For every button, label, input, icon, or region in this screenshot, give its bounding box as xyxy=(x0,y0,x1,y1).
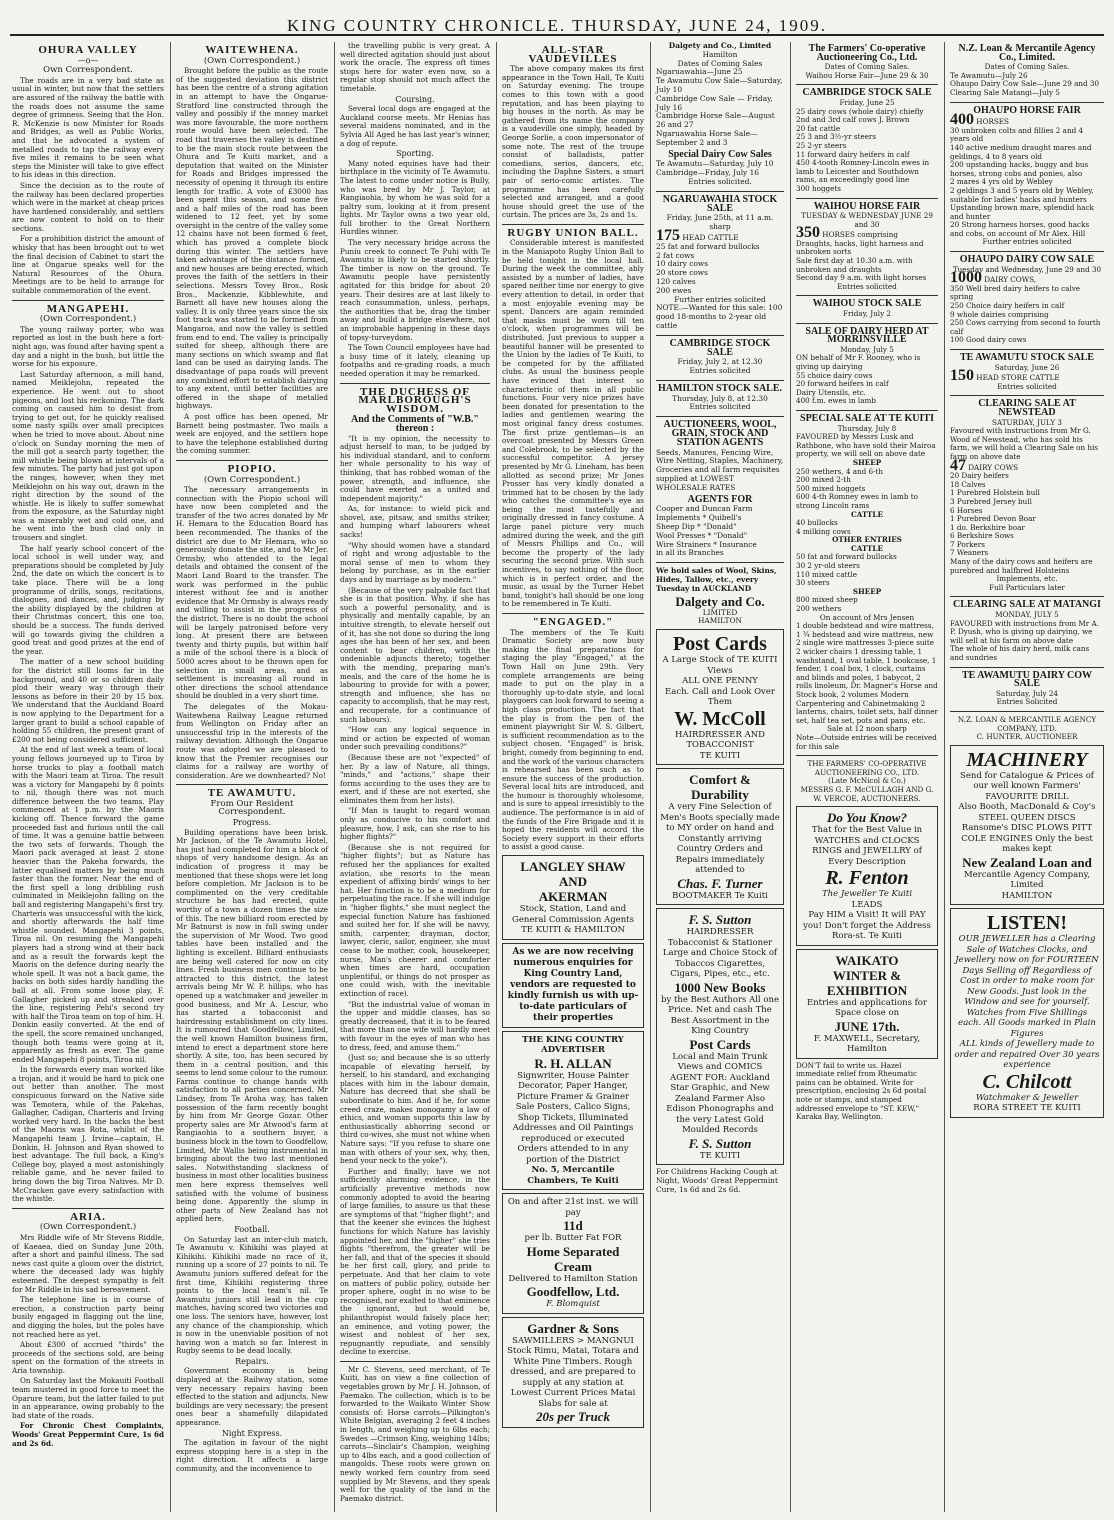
paragraph: For Chronic Chest Complaints, Woods' Great Peppermint Cure, 1s 6d and 2s 6d. xyxy=(12,1421,164,1448)
paragraph: The young railway porter, who was reported as lost in the bush here a fort-night ago, was found after having spent a day and a night in the bush, but little the worse for his exposure. xyxy=(12,324,164,369)
sale-dates-list: Ngaruawahia—June 25 Te Awamutu Cow Sale—Saturday, July 10 Cambridge Cow Sale — Friday, July 16 Cambridge Horse Sale—August 26 and 27 Ngaruawahia Horse Sale—September 2 and 3 xyxy=(656,67,783,147)
byline: Own Correspondent. xyxy=(43,65,133,76)
article-title: MANGAPEHI. xyxy=(46,302,130,315)
paragraph: In the forwards every man worked like a trojan, and it would be hard to pick one out better than another. The most conspicuous forward on the Native side was Temotera, while of the Pakehas, Gallagher, Cadigan, Charteris and Irving worked very hard. In the backs the best of the Maoris was Rota, whilst of the Mangapehi team J. Irvine—captain, H. Donkin, H. Johnson and Ryan showed to best advantage. The full back, a King's College boy, played a most astonishingly reliable game, and he never failed to bring down the big Tiroa Natives. Mr D. McCracken gave every satisfaction with the whistle. xyxy=(12,1065,164,1204)
paragraph: At the end of last week a team of local young fellows journeyed up to Tiroa by horse trucks to play a football match with the Maori team at Tiroa. The result was a victory for Mangapehi by 8 points to nil, though there was not much difference between the two teams. Play commenced at 1 p.m. by the Maoris kicking off. Thence forward the game proceeded fast and furious until the call of time. It was a genuine battle between the two sets of forwards. Though the Maori pack averaged at least 2 stone heavier than the Pakeha forwards, the latter equalised matters by being much faster than the former. Near the end of the first spell a long dribbling rush culminated in Meiklejohn falling on the ball and registering Mangapehi's first try. Charteris was unsuccessful with the kick, and shortly afterwards the half time whistle sounded. Mangapehi 3 points, Tiroa nil. On resuming the Mangapehi players had a strong wind at their back and as a result the forwards kept the Maoris on the defence during nearly the whole spell. It was not a back game, the backs on both sides hardly handling the ball at all. From some loose play, F. Gallagher picked up and streaked over the line, registering Pehi's second try with half the Tiroa team on top of him. H. Donkin easily converted. At the end of the spell, the score remained unchanged, though both teams were going at it, apparently as fresh as ever. The game ended Mangapehi 8 points, Tiroa nil. xyxy=(12,745,164,1064)
paragraph: The roads are in a very bad state as usual in winter, but now that the settlers are assured of the railway the battle with the roads does not assume the same degree of grimness. Seeing that the Hon. R. McKenzie is now Minister for Roads and Bridges, as well as Public Works, and that he advocated a system of metalled roads to tap the railway every five miles it remains to be seen what steps the Minister will take to give effect to his ideas in this direction. xyxy=(12,75,164,180)
section-subhead: Progress. xyxy=(232,818,272,828)
advert-fenton: Do You Know? That for the Best Value in WATCHES and CLOCKS RINGS and JEWELLRY of Every Description R. Fenton The Jeweller Te Kuiti LEADS Pay HIM a Visit! It will PAY you! Don't forget the Address Rora-st. Te Kuiti xyxy=(796,806,938,946)
column-7: N.Z. Loan & Mercantile Agency Co., Limited. Dates of Coming Sales. Te Awamutu—July 26 Ohaupo Dairy Cow Sale—June 29 and 30 Clearing Sale Matangi—July 5 OHAUPO HORSE FAIR 400 HORSES 30 unbroken colts and fillies 2 and 4 years old 140 active medium draught mares and geldings, 4 to 8 years old 200 upstanding hacks, buggy and bus horses, strong cobs and ponies, also 2 mares 4 yrs old by Webley 2 geldings 3 and 5 years old by Webley, suitable for ladies' hacks and hunters Upstanding brown mare, splendid hack and hunter 20 Strong harness horses, good hacks and cobs, on account of Mr Alex. Hill Further entries solicited OHAUPO DAIRY COW SALE Tuesday and Wednesday, June 29 and 30 1000 DAIRY COWS, 350 Well bred dairy heifers to calve spring 250 Choice dairy heifers in calf 9 whole dairies comprising 250 Cows carrying from second to fourth calf 100 Good dairy cows TE AWAMUTU STOCK SALE Saturday, June 26 150 HEAD STORE CATTLE Entries solicited CLEARING SALE AT NEWSTEAD SATURDAY, JULY 3 Favoured with instructions from Mr G. Wood of Newstead, who has sold his farm, we will hold a Clearing Sale on his farm on above date 47 DAIRY COWS 20 Dairy heifers 18 Calves 1 Purebred Holstein bull 3 Purebred Jersey bull 6 Horses 1 Purebred Devon Boar 1 do. Berkshire boar 6 Berkshire Sows 7 Porkers 7 Weaners Many of the dairy cows and heifers are purebred and halfbred Holsteins Implements, etc. Full Particulars later CLEARING SALE AT MATANGI MONDAY, JULY 5 FAVOURED with instructions from Mr A. P. Dyush, who is giving up dairying, we will sell at his farm on above date The whole of his dairy herd, milk cans and sundries TE AWAMUTU DAIRY COW SALE Saturday, July 24 Entries Solicited N.Z. LOAN & MERCANTILE AGENCY COMPANY, LTD. C. HUNTER, AUCTIONEER MACHINERY Send for Catalogue & Prices of our well known Farmers' FAVOURITE DRILL Also Booth, MacDonald & Coy's STEEL QUEEN DISCS Ransome's DISC PLOWS PITT COLE ENGINES Only the best makes kept New Zealand Loan and Mercantile Agency Company, Limited HAMILTON LISTEN! OUR JEWELLER has a Clearing Sale of Watches Clocks, and Jewellery now on for FOURTEEN Days Selling off Regardless of Cost in order to make room for New Goods. Just look in the Window and see for yourself. Watches from Five Shillings each. All Goods marked in Plain Figures ALL kinds of Jewellery made to order and repaired Over 30 years experience C. Chilcott Watchmaker & Jeweller RORA STREET TE KUITI xyxy=(946,42,1108,1514)
paragraph: (Because these are not "expected" of her. By a law of Nature, all things, "minds," and "actions," shape their forms according to the uses they are to exert, and if these are not exerted, she eliminates them from her lists). xyxy=(340,752,490,805)
column-2 xyxy=(172,42,332,1514)
article-title: OHURA VALLEY xyxy=(38,44,138,56)
paragraph: The half yearly school concert of the local school is well under way, and preparations should be completed by July 2nd, the date on which the concert is to take place. There will be a long programme of drills, songs, recitations, dialogues, and dances, and, judging by the ability displayed by the children at their Christmas concert, this one too, should be a success. The funds derived will go towards giving the children a good treat and good prizes at the end of the year. xyxy=(12,543,164,656)
column-6: The Farmers' Co-operative Auctioneering Co., Ltd. Dates of Coming Sales. Waihou Horse Fair—June 29 & 30 CAMBRIDGE STOCK SALE Friday, June 25 25 dairy cows (whole dairy) chiefly 2nd and 3rd calf cows J. Brown 20 fat cattle 25 3 and 3½-yr steers 25 2-yr steers 11 forward dairy heifers in calf 450 4-tooth Romney-Lincoln ewes in lamb to Leicester and Southdown rams, an exceedingly good line 300 hoggets WAIHOU HORSE FAIR TUESDAY & WEDNESDAY JUNE 29 and 30 350 HORSES comprising Draughts, hacks, light harness and unbroken sorts Sale first day at 10.30 a.m. with unbroken and draughts Second day 9 a.m. with light horses Entries solicited WAIHOU STOCK SALE Friday, July 2 SALE OF DAIRY HERD AT MORRINSVILLE Monday, July 5 ON behalf of Mr F. Rooney, who is giving up dairying 55 choice dairy cows 20 forward heifers in calf Dairy Utensils, etc. 400 f.m. ewes in lamb SPECIAL SALE AT TE KUITI Thursday, July 8 FAVOURED by Messrs Lusk and Rathbone, who have sold their Mairoa property, we will sell on above date SHEEP 250 wethers, 4 and 6-th 200 mixed 2-th 500 mixed hoggets 600 4-th Romney ewes in lamb to strong Lincoln rams CATTLE 40 bullocks 4 milking cows OTHER ENTRIES CATTLE 50 fat and forward bullocks 30 2 yr-old steers 110 mixed cattle 30 steers SHEEP 800 mixed sheep 200 wethers On account of Mrs Jensen 1 double bedstead and wire mattress, 1 ¾ bedstead and wire mattress, new 2 single wire mattresses 3-piece suite 2 wicker chairs 1 dressing table, 1 washstand, 1 oval table, 1 bookcase, 1 fender, 1 coal box, 1 clock, curtains and blinds and poles, 1 babycot, 2 rolls linoleum, Dr. Magner's Horse and Stock book, 2 volumes Modern Carpentering and Cabinetmaking 2 lanterns, chairs, toilet sets, half dinner set, half tea set, pots and pans, etc. Sale at 12 noon sharp Note—Outside entries will be received for this sale THE FARMERS' CO-OPERATIVE AUCTIONEERING CO., LTD. (Late McNicol & Co.) MESSRS G. F. McCULLAGH AND G. W. VERCOE, AUCTIONEERS. Do You Know? That for the Best Value in WATCHES and CLOCKS RINGS and JEWELLRY of Every Description R. Fenton The Jeweller Te Kuiti LEADS Pay HIM a Visit! It will PAY you! Don't forget the Address Rora-st. Te Kuiti WAIKATO WINTER & EXHIBITION Entries and applications for Space close on JUNE 17th. F. MAXWELL, Secretary, Hamilton DON'T fail to write us. Hazel immediate relief from Rheumatic pains can be obtained. Write for prescription, enclosing 2s 6d postal note or stamps, and stamped addressed envelope to "ST. KEW," Karaka Bay, Wellington. xyxy=(796,43,938,1122)
paragraph: "Why should women have a standard of right and wrong adjustable to the moral sense of men to whom they belong by purchase, as in the earlier days and by marriage as by modern." xyxy=(340,540,490,585)
advert-langley: LANGLEY SHAW AND AKERMAN Stock, Station, Land and General Commission Agents TE KUITI & HAMILTON xyxy=(502,855,644,940)
paragraph: The agitation in favour of the night express stopping here is a step in the right direction. It affects a large community, and the inconvenience to xyxy=(176,1438,328,1473)
paragraph: As, for instance: to wield pick and shovel, axe, pitsaw, and smiths striker, and humping wharf labourers wheat sacks! xyxy=(340,504,490,540)
column-3 xyxy=(336,42,494,1514)
advert-gardner: Gardner & Sons SAWMILLERS > MANGNUI Stock Rimu, Matai, Totara and White Pine Timbers. Rough dressed, and are prepared to supply at any station at Lowest Current Prices Matai Slabs for sale at 20s per Truck xyxy=(502,1317,644,1429)
section-subhead: Coursing. xyxy=(395,94,435,104)
paragraph: The above company makes its first appearance in the Town Hall, Te Kuiti on Saturday evening. The troupe comes to this town with a good reputation, and has been playing to big houses in the north. As may be gathered from its name the company is a vaudeville one simply, headed by George Sorlie, a coon impersonator of some note. The rest of the troupe consist of balladists, patter comedians, serios, dancers, etc, including the Daphne Sisters, a smart pair of serio-comic artistes. The programme has been carefully selected and arranged, and a good house should greet the use of the curtain. The prices are 3s, 2s and 1s. xyxy=(502,64,644,220)
paragraph: the travelling public is very great. A well directed agitation should just about work the oracle. The express oft times stops here for water even now, so a regular stop should not much affect the timetable. xyxy=(340,42,490,93)
paragraph: "How can any logical sequence in mind or action be expected of woman under such prevailing conditions?" xyxy=(340,725,490,752)
paragraph: Further and finally; have we not sufficiently alarming evidence, in the artificially preventive methods now commonly adopted to avoid the bearing of large families, to assure us that these are symptoms of that "higher flight"; and that the keener she evinces the highest functions for which Nature has lavishly appointed her, and the "higher" she tries flights "therefrom, the greater will be her fall, and that of the species it should be her first call, glory, and pride to perpetuate. And that her claim to vote on matters of public policy, outside her proper sphere, ought in no wise to be recognised, nor exalted to that eminence the ignorant, but would be, philanthropist would falsely place her; an eminence, and voting power, the wisest and noblest of her sex, repugnantly repudiate, and sensibly decline to exercise. xyxy=(340,1166,490,1357)
paragraph: For a prohibition district the amount of whisky that has been brought out to wet the final decision of Cabinet to start the line at Ongarue speaks well for the Natural Resources of the Ohura. Meetings are to be held to arrange for suitable commemoration of the event. xyxy=(12,234,164,296)
section-subhead: Repairs. xyxy=(235,1356,269,1366)
article-title: ALL-STAR VAUDEVILLES xyxy=(528,44,618,65)
byline: From Our Resident Correspondent. xyxy=(210,798,294,818)
paragraph: The members of the Te Kuiti Dramatic Society are now busy making the final preparations for staging the play "Engaged," at the Town Hall on June 29th. Very complete arrangements are being made to put on the play in a thoroughly up-to-date style, and local playgoers can look forward to seeing a high class production. The fact that the play is from the pen of the eminent playwright Sir W. S. Gilbert, is sufficient recommendation as to the subject chosen. "Engaged" is brisk, bright, comedy from beginning to end, and the work of the various characters is rehearsed has been such as to ensure the success of the production. Several local hits are introduced, and the humour is thoroughly wholesome, and is sure to appeal irresistibly to the audience. The performance is in aid of the funds of the Fire Brigade and it is hoped the residents will accord the Society every support in their efforts to assist a good cause. xyxy=(502,627,644,852)
article-title: "ENGAGED." xyxy=(532,616,614,628)
paragraph: Government economy is being displayed at the Railway station, some very necessary repairs having been effected to the station and adjuncts. New buildings are very necessary; the present ones bear a shamefully dilapidated appearance. xyxy=(176,1366,328,1428)
paragraph: Last Saturday afternoon, a mill hand, named Meiklejohn, repeated the experience. He went out to shoot pigeons, and lost his reckoning. The dark coming on caused him to desist from trying to get out, for he quickly realised some nasty spills over small precipices when he tried to move about. About nine o'clock on Sunday morning the men of the mill got a search party together, the mill whistle being blown at intervals of a few minutes. The party had just got upon the ranges, however, when they met Meiklejohn on his way out, drawn in the right direction by the sound of the whistle. He is likely to suffer somewhat from the exposure, as the Saturday night was a miserably wet and cold one, and he went into the bush clad only in trousers and singlet. xyxy=(12,369,164,543)
advert-postcards: Post Cards A Large Stock of TE KUITI Views ALL ONE PENNY Each. Call and Look Over Them W. McColl HAIRDRESSER AND TOBACCONIST TE KUITI xyxy=(656,629,784,765)
advert-land-notice: As we are now receiving numerous enquiries for King Country Land, vendors are requested to kindly furnish us with up-to-date particulars of their properties xyxy=(502,943,644,1028)
advert-winter-show: WAIKATO WINTER & EXHIBITION Entries and applications for Space close on JUNE 17th. F. MAXWELL, Secretary, Hamilton xyxy=(796,949,938,1059)
advert-sutton: F. S. Sutton HAIRDRESSER Tobacconist & Stationer Large and Choice Stock of Tobaccos Cigarettes, Cigars, Pipes, etc., etc. 1000 New Books by the Best Authors All one Price. Net and cash The Best Assortment in the King Country Post Cards Local and Main Trunk Views and COMICS AGENT FOR: Auckland Star Graphic, and New Zealand Farmer Also Edison Phonographs and the very Latest Gold Moulded Records F. S. Sutton TE KUITI xyxy=(656,908,784,1165)
advert-machinery: MACHINERY Send for Catalogue & Prices of our well known Farmers' FAVOURITE DRILL Also Booth, MacDonald & Coy's STEEL QUEEN DISCS Ransome's DISC PLOWS PITT COLE ENGINES Only the best makes kept New Zealand Loan and Mercantile Agency Company, Limited HAMILTON xyxy=(950,745,1104,906)
column-4 xyxy=(498,42,648,1514)
article-title: PIOPIO. xyxy=(227,462,277,475)
byline: (Own Correspondent.) xyxy=(203,474,301,485)
paragraph: The delegates of the Mokau-Waitewhena Railway League returned from Wellington on Friday after an unsuccessful trip in the interests of the railway deviation. Although the Ongarue route was adopted we are pleased to know that the Premier recognises our claims for a railway are worthy of consideration. Are we downhearted? No! xyxy=(176,701,328,780)
paragraph: Building operations have been brisk. Mr Jackson, of the Te Awamutu Hotel, has just had completed for him a block of shops of very handsome design. As an indication of progress it may be mentioned that these shops were let long before completion. Mr Jackson is to be complimented on the very creditable structure he has had erected, quite worthy of a town a dozen times the size of this. The new billiard room erected by Mr Batnurst is now in full swing under the supervision of Mr Wood. Two good tables have been installed and the lighting is excellent. Billiard enthusiasts are being well catered for now on city lines. Fresh business men continue to be attracted to this district, the latest arrivals being Mr W. P. hillips, who has opened up a watchmaker and jeweller in good business, and Mr A. Lescur, who has started a tobacconist and hairdressing establishment on city lines. It is rumoured that Goodfellow, Limited, the well known Hamilton business firm, intend to erect a department store here shortly. A site, too, has been secured by them in a central position, and this seems to lend some colour to the rumour. Farms continue to change hands with satisfaction to all parties concerned. Mr Lindsey, from Te Aroha way, has taken possession of the farm recently bought by him from Mr George Gozar. Other property sales are Mr Atwood's farm at Rangiaohia to a southern buyer, a business block in the town to Goodfellow, Limited, Mr Wallis being instrumental in bringing about the two last mentioned sales. Notwithstanding slackness of business in most other localities business men here express themselves well satisfied with the volume of business being done. Apparently the slump in other parts of New Zealand has not applied here. xyxy=(176,827,328,1224)
paragraph: On Saturday last the Mokauiti Football team mustered in good force to meet the Oparure team, but the latter failed to put in an appearance, owing probably to the bad state of the roads. xyxy=(12,1376,164,1420)
paragraph: (Just so; and because she is so utterly incapable of elevating herself, by herself, to his standard, and exchanging places with him in the labour domain, Nature has decreed that she shall be subordinate to him. And if he, for some creed craze, makes monogamy a law of ethics, and woman supports this law by enthusiastically abhorring second or third co-wives, she must not whine when Nature says: "If you refuse to share one man with others of your sex, why, then, bend your neck to the yoke"). xyxy=(340,1053,490,1166)
article-title: TE AWAMUTU. xyxy=(207,787,297,800)
paragraph: The very necessary bridge across the Puniu creek to connect Te Puhi with Te Awamutu is likely to be started shortly. The timber is now on the ground. Te Awamutu people have persistently agitated for this bridge for about 20 years. Their desires are at last likely to reach consummation, unless, perhaps, the authorities that be, drag the timber away and build a bridge elsewhere, not an improbable happening in these days of topsy-turveydom. xyxy=(340,238,490,342)
paragraph: Several local dogs are engaged at the Auckland course meets. Mr Henias has several maidens nominated, and in the Sylvia All Aged he has last year's winner, a dog of repute. xyxy=(340,104,490,148)
paragraph: About £300 of accrued "thirds" the proceeds of the sections sold, are being spent on the formation of the streets in Aria township. xyxy=(12,1340,164,1375)
paragraph: (Because of the very palpable fact that she is in that position. Why, if she has such a powerful personality, and is physically and mentally capable, by an intuitive strength, to elevate herself out of it, has she not done so during the long ages she has been of her sex, and been content to bear children, with the undeniable adjuncts thereto; together with the mending, preparing man's meals, and the care of the home he is labouring to provide for with a power, strength and influence, she has no capacity to accomplish, that he may rest, and recuperate, for a continuance of such labours). xyxy=(340,585,490,724)
paragraph: Mrs Riddle wife of Mr Stevens Riddle, of Kaeaea, died on Sunday June 20th, after a short and painful illness. The sad news cast quite a gloom over the district, where the deceased lady was highly esteemed. The deepest sympathy is felt for Mr Riddle in his sad bereavement. xyxy=(12,1232,164,1294)
advert-turner: Comfort & Durability A very Fine Selection of Men's Boots specially made to MY order on hand and Constantly arriving Country Orders and Repairs immediately attended to Chas. F. Turner BOOTMAKER Te Kuiti xyxy=(656,768,784,905)
paragraph: A post office has been opened, Mr Barnett being postmaster. Two mails a week are enjoyed, and the settlers hope to have the telephone established during the coming summer. xyxy=(176,411,328,456)
paragraph: The matter of a new school building for the district still looms far in the background, and 40 or so children daily plod their weary way through their lessons as before in their 20 by 15 box. We understand that the Auckland Board is now applying to the Department for a larger grant to build a school capable of holding 55 children, the present grant of £200 not being considered sufficient. xyxy=(12,657,164,744)
paragraph: On Saturday last an inter-club match, Te Awamutu v. Kihikihi was played at Kihikihi. Kihikihi made no race of it, running up a score of 27 points to nil. Te Awamutu juniors suffered defeat for the first time, Kihikihi registering three points to the local team's nil. Te Awamutu juniors still lead in the cup matches, having scored two victories and one loss. The seniors have, however, lost any chance of the championship, which is now in the unenviable position of not having won a match so far. Interest in Rugby seems to be dead locally. xyxy=(176,1234,328,1356)
paragraph: Since the decision as to the route of the railway has been declared properties which were in the market at cheap prices have hardened considerably, and settlers are now content to hold on to their sections. xyxy=(12,180,164,233)
advert-butter: On and after 21st inst. we will pay 11d per lb. Butter Fat FOR Home Separated Cream Delivered to Hamilton Station Goodfellow, Ltd. F. Blomquist xyxy=(502,1193,644,1314)
byline: (Own Correspondent.) xyxy=(39,1222,137,1233)
article-title: ARIA. xyxy=(70,1210,106,1223)
advert-listen: LISTEN! OUR JEWELLER has a Clearing Sale of Watches Clocks, and Jewellery now on for FOURTEEN Days Selling off Regardless of Cost in order to make room for New Goods. Just look in the Window and see for yourself. Watches from Five Shillings each. All Goods marked in Plain Figures ALL kinds of Jewellery made to order and repaired Over 30 years experience C. Chilcott Watchmaker & Jeweller RORA STREET TE KUITI xyxy=(950,908,1104,1118)
paragraph: "But the industrial value of woman in the upper and middle classes, has so greatly decreased, that it is to be feared that more than one wife will hardly meet with favour in the eyes of man who has to dress, feed, and amuse them." xyxy=(340,999,490,1052)
article-title: WAITEWHENA. xyxy=(205,44,299,56)
paragraph: Brought before the public as the route of the suggested deviation this district has been the centre of a strong agitation in an attempt to have the Ongarue-Stratford line constructed through the valley and possibly if the money market was more favourable, the more northern route would have been selected. The road that traverses the valley is destined to be the main stock route between the Ohura and Te Kuiti market, and a deputation that waited on the Minister for Roads and Bridges impressed the necessity of opening it through its entire length for traffic. A vote of £3000 has been spent this season, and some five and a half miles of the road has been widened to 12 feet, yet by some oversight in the centre of the valley some 12 chains have not been formed 6 feet, which has proved a complete block during this winter. The settlers have taken advantage of the distance formed, and new houses are being erected, which proves the faith of the settlers in their selections. Messrs Tovey Bros., Rosk Bros., Mackenzie, Kibblewhite, and Barnett all have new houses along the valley. It is only three years since the six foot track was started to be formed from Mangaroa, and now the valley is settled from end to end. The valley is principally suited for sheep, although there are many sections on which swamp and flat land can be used as dairying lands. The disadvantage of papa roads will prevent any combined effort to establish dairying to any extent, until better facilities are offered in the shape of metalled highways. xyxy=(176,66,328,411)
paragraph: The necessary arrangements in connection with the Piopio school will have now been completed and the transfer of the two acres donated by Mr H. Hemara to the Education Board has been recommended. The thanks of the district are due to Mr Hemara, who so generously donate the site, and to Mr Jer. Ormsby, who attended to the legal details and obtained the consent of the Maori Land Board to the transfer. The work was performed in the public interest without fee and is another evidence that Mr Ormsby is always ready and willing to assist in the progress of the district. There is no doubt the school will be largely patronised before very long. At present there are between twenty and thirty pupils, but within half a mile of the school there is a block of 5000 acres about to be thrown open for selection in small areas, and as settlement is increasing all round in other directions the school attendance should be doubled in a very short time. xyxy=(176,485,328,701)
dalgety-header: Dalgety and Co., Limited Hamilton Dates of Coming Sales xyxy=(668,42,772,68)
paragraph: The telephone line is in course of erection, a construction party being busily engaged in flagging out the line, and digging the holes, but the poles have not reached here as yet. xyxy=(12,1295,164,1339)
column-5: Dalgety and Co., Limited Hamilton Dates of Coming Sales Ngaruawahia—June 25 Te Awamutu Cow Sale—Saturday, July 10 Cambridge Cow Sale — Friday, July 16 Cambridge Horse Sale—August 26 and 27 Ngaruawahia Horse Sale—September 2 and 3 Special Dairy Cow Sales Te Awamutu—Saturday, July 10 Cambridge—Friday, July 16 Entries solicited. NGARUAWAHIA STOCK SALE Friday, June 25th, at 11 a.m. sharp 175 HEAD CATTLE 25 fat and forward bullocks 2 fat cows 10 dairy cows 20 store cows 120 calves 200 ewes Further entries solicited NOTE.—Wanted for this sale: 100 good 18-months to 2-year old cattle CAMBRIDGE STOCK SALE Friday, July 2, at 12.30 Entries solicited HAMILTON STOCK SALE. Thursday, July 8, at 12.30 Entries solicited AUCTIONEERS, WOOL, GRAIN, STOCK AND STATION AGENTS Seeds, Manures, Fencing Wire, Wire Netting, Staples, Machinery, Groceries and all farm requisites supplied at LOWEST WHOLESALE RATES AGENTS FOR Cooper and Duncan Farm Implements * Quibell's Sheep Dip * "Donald" Wool Presses * "Donald" Wire Strainers * Insurance in all its Branches We hold sales of Wool, Skins, Hides, Tallow, etc., every Tuesday in AUCKLAND Dalgety and Co. LIMITED HAMILTON Post Cards A Large Stock of TE KUITI Views ALL ONE PENNY Each. Call and Look Over Them W. McColl HAIRDRESSER AND TOBACCONIST TE KUITI Comfort & Durability A very Fine Selection of Men's Boots specially made to MY order on hand and Constantly arriving Country Orders and Repairs immediately attended to Chas. F. Turner BOOTMAKER Te Kuiti F. S. Sutton HAIRDRESSER Tobacconist & Stationer Large and Choice Stock of Tobaccos Cigarettes, Cigars, Pipes, etc., etc. 1000 New Books by the Best Authors All one Price. Net and cash The Best Assortment in the King Country Post Cards Local and Main Trunk Views and COMICS AGENT FOR: Auckland Star Graphic, and New Zealand Farmer Also Edison Phonographs and the very Latest Gold Moulded Records F. S. Sutton TE KUITI For Childrens Hacking Cough at Night, Woods' Great Peppermint Cure, 1s 6d and 2s 6d. xyxy=(656,42,784,1194)
article-title: RUGBY UNION BALL. xyxy=(507,226,639,239)
paragraph: "It is my opinion, the necessity to adjust herself to man, to be judged by his individual standard, and to conform her whole personality to his way of thinking, that has robbed woman of the power, strength, and influence, she could have exerted as a united and independent majority." xyxy=(340,433,490,503)
article-title: THE DUCHESS OF MARLBOROUGH'S WISDOM. xyxy=(358,385,472,415)
column-1: OHURA VALLEY —o— Own Correspondent. The roads are in a very bad state as usual in winter, but now that the settlers are assured of the railway the battle with the roads does not assume the same degree of grimness. Seeing that the Hon. R. McKenzie is now Minister for Roads and Bridges, as well as Public Works, and that he advocated a system of metalled roads to tap the railway every five miles it remains to be seen what steps the Minister will take to give effect to his ideas in this direction. Since the decision as to the route of the railway has been declared properties which were in the market at cheap prices have hardened considerably, and settlers are now content to hold on to their sections. For a prohibition district the amount of whisky that has been brought out to wet the final decision of Cabinet to start the line at Ongarue speaks well for the Natural Resources of the Ohura. Meetings are to be held to arrange for suitable commemoration of the event. MANGAPEHI. (Own Correspondent.) The young railway porter, who was reported as lost in the bush here a fort-night ago, was found after having spent a day and a night in the bush, but little the worse for his exposure. Last Saturday afternoon, a mill hand, named Meiklejohn, repeated the experience. He went out to shoot pigeons, and lost his reckoning. The dark coming on caused him to desist from trying to get out, for he quickly realised some nasty spills over small precipices when he tried to move about. About nine o'clock on Sunday morning the men of the mill got a search party together, the mill whistle being blown at intervals of a few minutes. The party had just got upon the ranges, however, when they met Meiklejohn on his way out, drawn in the right direction by the sound of the whistle. He is likely to suffer somewhat from the exposure, as the Saturday night was a miserably wet and cold one, and he went into the bush clad only in trousers and singlet. The half yearly school concert of the local school is well under way, and preparations should be completed by July 2nd, the date on which the concert is to take place. There will be a long programme of drills, songs, recitations, dialogues, and dances, and, judging by the ability displayed by the children at their Christmas concert, this one too, should be a success. The funds derived will go towards giving the children a good treat and good prizes at the end of the year. The matter of a new school building for the district still looms far in the background, and 40 or so children daily plod their weary way through their lessons as before in their 20 by 15 box. We understand that the Auckland Board is now applying to the Department for a larger grant to build a school capable of holding 55 children, the present grant of £200 not being considered sufficient. At the end of last week a team of local young fellows journeyed up to Tiroa by horse trucks to play a football match with the Maori team at Tiroa. The result was a victory for Mangapehi by 8 points to nil, though there was not much difference between the two teams. Play commenced at 1 p.m. by the Maoris kicking off. Thence forward the game proceeded fast and furious until the call of time. It was a genuine battle between the two sets of forwards. Though the Maori pack averaged at least 2 stone heavier than the Pakeha forwards, the latter equalised matters by being much faster than the former. Near the end of the first spell a long dribbling rush culminated in Meiklejohn falling on the ball and registering Mangapehi's first try. Charteris was unsuccessful with the kick, and shortly afterwards the half time whistle sounded. Mangapehi 3 points, Tiroa nil. On resuming the Mangapehi players had a strong wind at their back and as a result the forwards kept the Maoris on the defence during nearly the whole spell. It was not a back game, the backs on both sides hardly handling the ball at all. From some loose play, F. Gallagher picked up and streaked over the line, registering Pehi's second try with half the Tiroa team on top of him. H. Donkin easily converted. At the end of the spell, the score remained unchanged, though both teams were going at it, apparently as fresh as ever. The game ended Mangapehi 8 points, Tiroa nil. In the forwards every man worked like a trojan, and it would be hard to pick one out better than another. The most conspicuous forward on the Native side was Temotera, while of the Pakehas, Gallagher, Cadigan, Charteris and Irving worked very hard. In the backs the best of the Maoris was Rota, whilst of the Mangapehi team J. Irvine—captain, H. Donkin, H. Johnson and Ryan showed to best advantage. The full back, a King's College boy, played a most astonishingly reliable game, and he never failed to bring down the big Tiroa Natives. Mr D. McCracken gave every satisfaction with the whistle. ARIA. (Own Correspondent.) Mrs Riddle wife of Mr Stevens Riddle, of Kaeaea, died on Sunday June 20th, after a short and painful illness. The sad news cast quite a gloom over the district, where the deceased lady was highly esteemed. The deepest sympathy is felt for Mr Riddle in his sad bereavement. The telephone line is in course of erection, a construction party being busily engaged in flagging out the line, and digging the holes, but the poles have not reached here as yet. About £300 of accrued "thirds" the proceeds of the sections sold, are being spent on the formation of the streets in Aria township. On Saturday last the Mokauiti Football team mustered in good force to meet the Oparure team, but the latter failed to put in an appearance, owing probably to the bad state of the roads. For Chronic Chest Complaints, Woods' Great Peppermint Cure, 1s 6d and 2s 6d. xyxy=(12,44,164,1448)
section-subhead: Sporting. xyxy=(396,149,434,159)
advert-allan: THE KING COUNTRY ADVERTISER R. H. ALLAN Signwriter, House Painter Decorator, Paper Hanger, Picture Framer & Grainer Sale Posters, Calico Signs, Shop Tickets, Illuminated Addresses and Oil Paintings reproduced or executed Orders attended to in any portion of the District No. 5, Mercantile Chambers, Te Kuiti xyxy=(502,1031,644,1191)
article-subtitle: And the Comments of "W.B." thereon : xyxy=(351,414,479,434)
paragraph: Many noted equines have had their birthplace in the vicinity of Te Awamutu. The latest to come under notice is Bully, who was bred by Mr J. Taylor, at Rangiaohia, by whom he was sold for a paltry sum, looking at it from present lights. Mr Taylor owns a two year old, full brother to the Great Northern Hurdles winner. xyxy=(340,158,490,237)
masthead-title: KING COUNTRY CHRONICLE. THURSDAY, JUNE 24, 1909. xyxy=(287,16,827,35)
byline: (Own Correspondent.) xyxy=(39,314,137,325)
paragraph: The Town Council employees have had a busy time of it lately, cleaning up footpaths and re-grading roads, a much needed operation it may be remarked. xyxy=(340,343,490,378)
section-subhead: Night Express. xyxy=(221,1428,283,1438)
paragraph: Mr C. Stevens, seed merchant, of Te Kuiti, has on view a fine collection of vegetables grown by Mr J. H. Johnson, of Paemako. The collection, which is to be forwarded to the Waikato Winter Show consists of: Horse carrots—Pilkington's White Belgian, averaging 2 feet 4 inches in length, and weighing up to 6lbs each; Swedes —Crimson King, weighing 14lbs; carrots—Sinclair's Champion, weighing up to 4lbs each, and a good collection of mangolds. These roots were grown on newly worked fern country from seed supplied by Mr Stevens, and they speak well for the quality of the land in the Paemako district. xyxy=(340,1364,490,1503)
section-subhead: Football. xyxy=(234,1224,270,1234)
paragraph: (Because she is not required for "higher flights"; but as Nature has refused her the appliances for exalted aviation, she resorts to the mean expedient of affixing birds' wings to her hat. Her function is to be a medium for perpetuating the race. If she will indulge in "higher flights," she must neglect the especial function Nature has fashioned and suited her for. If she will be navvy, smith, carpenter, drayman, doctor, lawyer, cleric, sailor, engineer, she must cease to be mother, cook, housekeeper, nurse, Man's cheerer and comforter when times are hard, occupation unplentiful, or things do not prosper as one could wish, with the inevitable extinction of race). xyxy=(340,842,490,998)
paragraph: "If Man is taught to regard woman only as conducive to his comfort and pleasure, how, I ask, can she rise to his higher flights?" xyxy=(340,806,490,842)
masthead xyxy=(10,6,1104,36)
byline: (Own Correspondent.) xyxy=(203,55,301,66)
paragraph: Considerable interest is manifested in the Maniapoto Rugby Union Ball to be held tonight in the local hall. During the week the committee, ably assisted by a number of ladies, have spared neither time nor energy to give every attention to detail, in order that a most enjoyable evening may be spent. Dancers are again reminded that masks must be worn till ten o'clock, when programmes will be distributed. Just previous to supper a beautiful banner will be presented to the Union by the ladies of Te Kuiti, to be competed for by the affiliated clubs. As usual the business people have evinced that interest so characteristic of them in all public functions. Four very nice prizes have been donated for presentation to the ladies and gentlemen wearing the most original fancy dress costumes. The first prize gentleman—is an overcoat presented by Messrs Green and Colebrook, to be selected by the successful competitor. A jersey presented by Mr G. Lineham, has been allotted as second prize; Mr Jones Prosser has very kindly donated a trimmed hat to be chosen by the lady who catches the committee's eye as being the most tastefully and originally dressed in fancy costume. A large panel picture very much admired during the week, and the gift of Messrs Phillips and Co., will become the property of the lady securing the second prize. With such incentives, to say nothing of the floor, which is in perfect order, and the music, as usual by the Turner Hebet band, tonight's ball should be one long to be remembered in Te Kuiti. xyxy=(502,238,644,609)
